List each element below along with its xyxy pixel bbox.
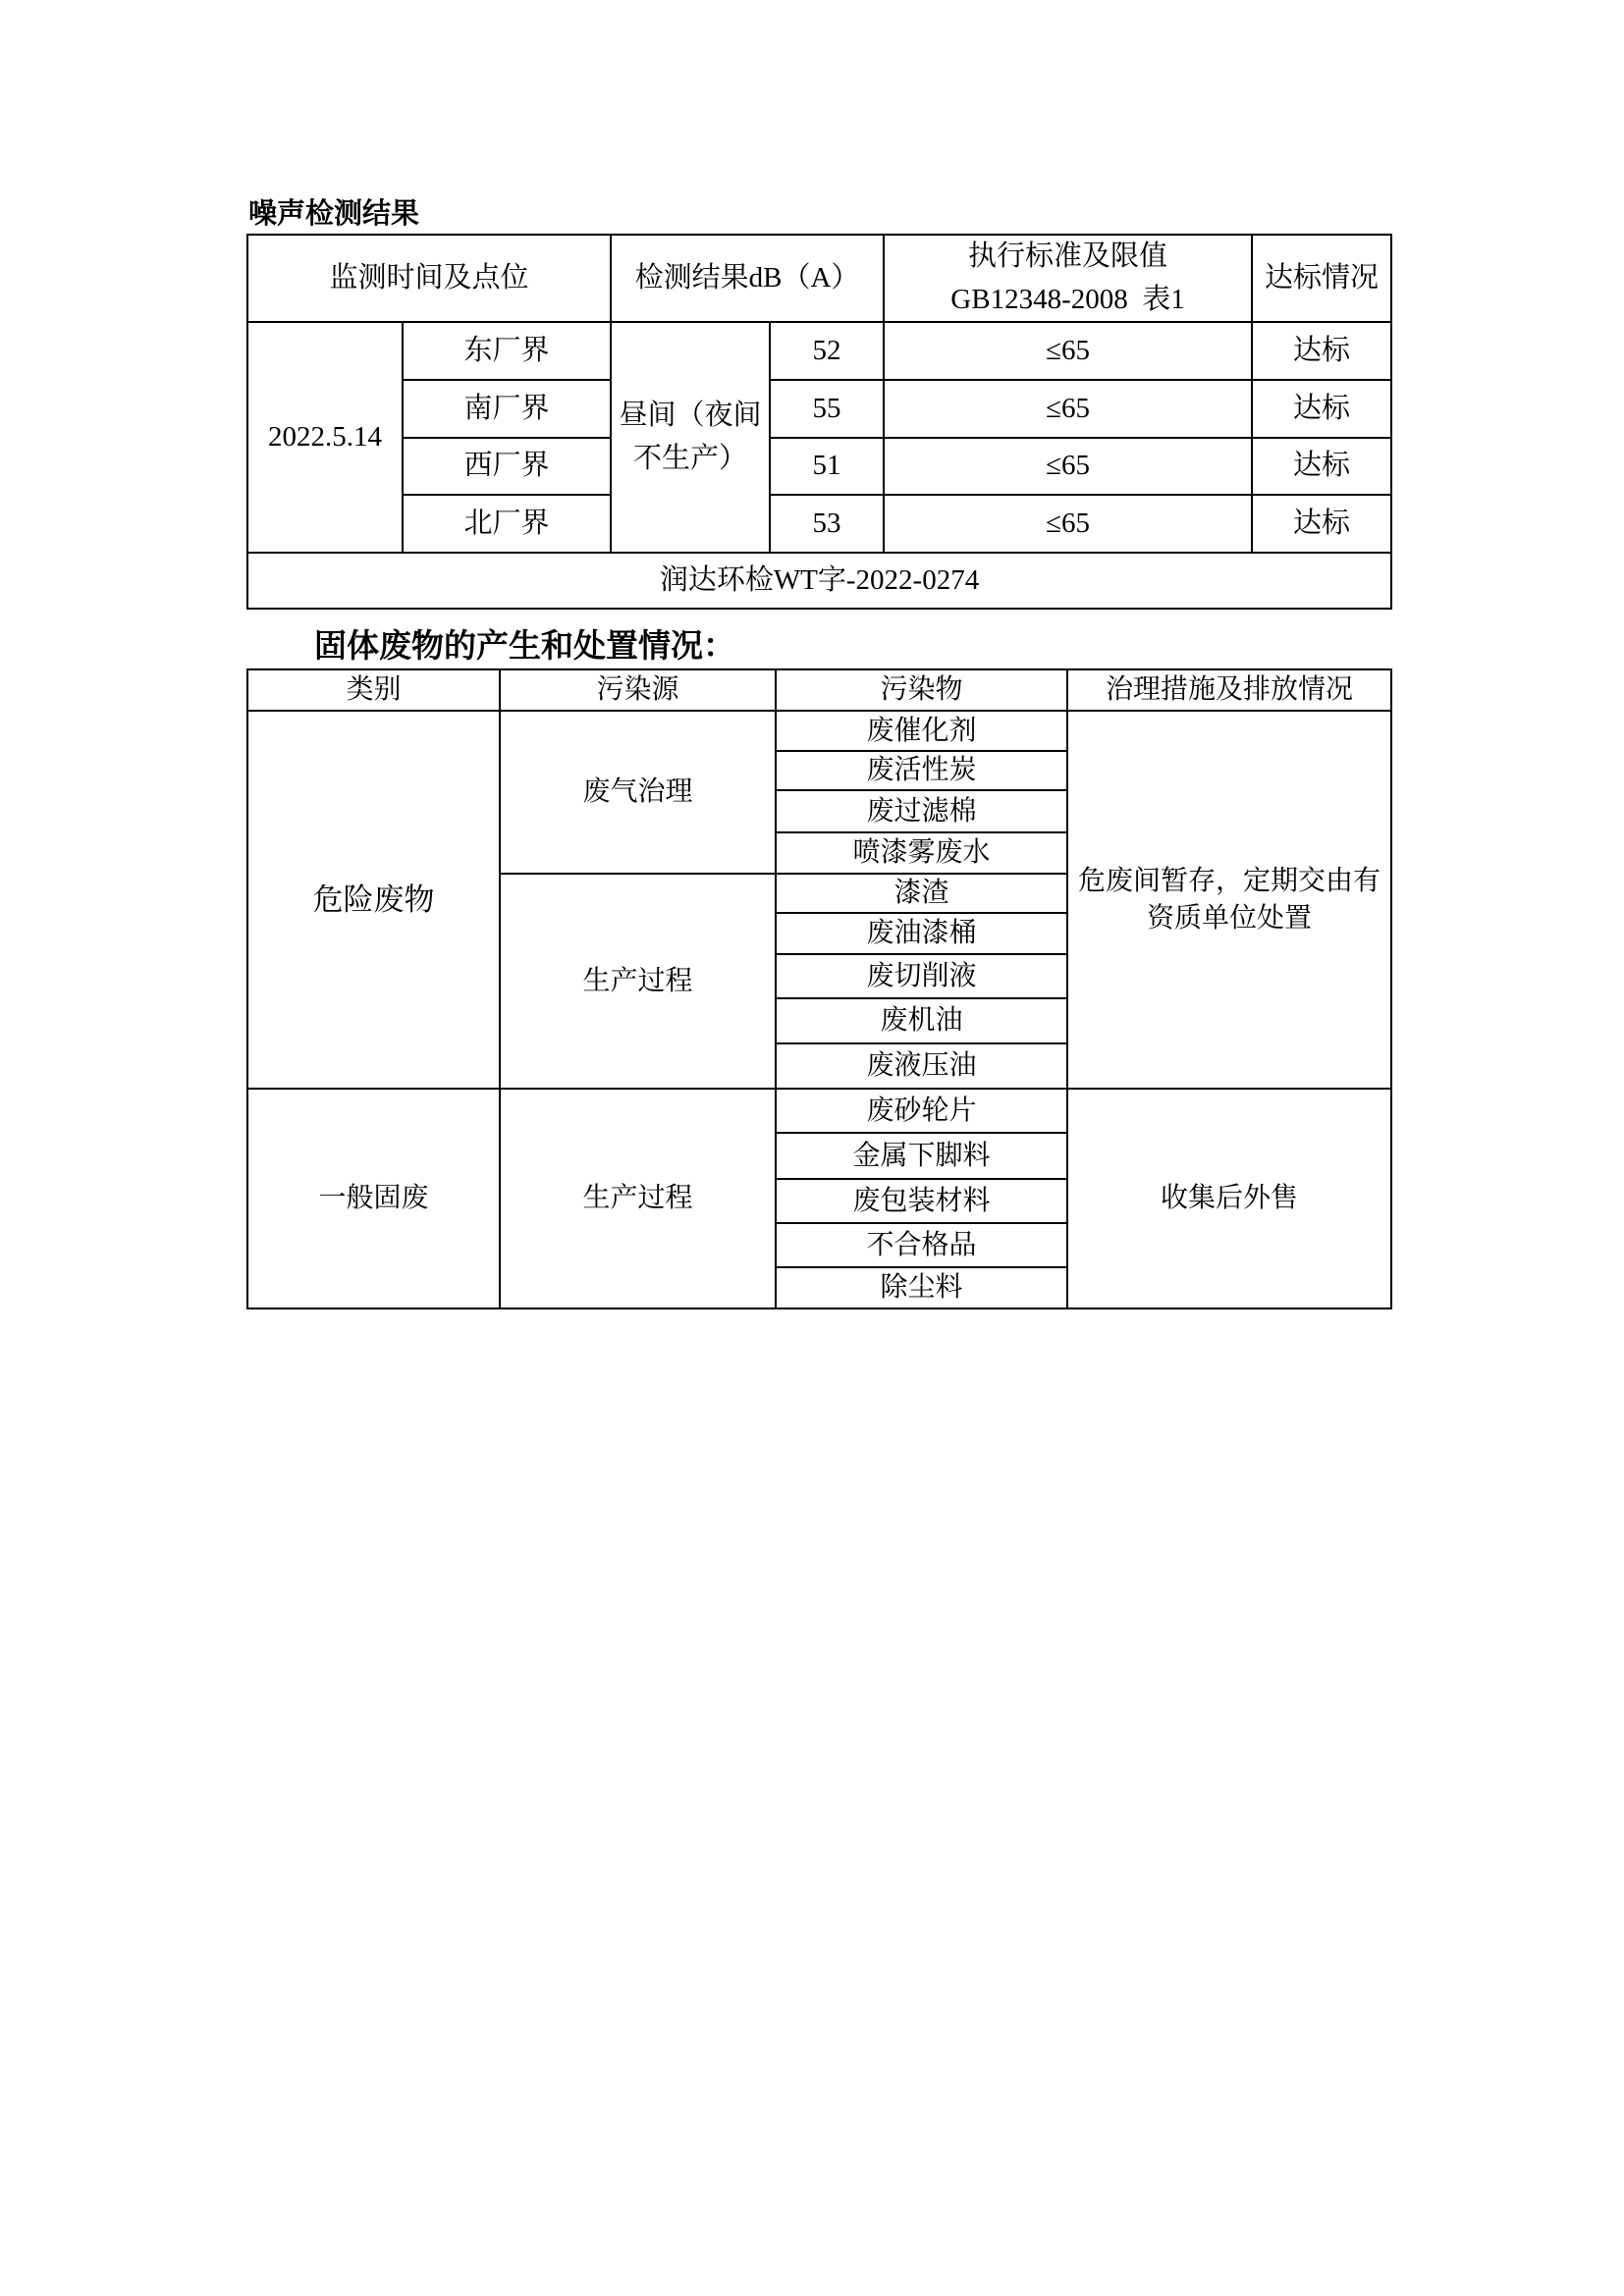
waste-header-row [247,669,1391,711]
pollutant: 喷漆雾废水 [776,832,1067,874]
limit-value: ≤65 [884,322,1252,380]
limit-value: ≤65 [884,380,1252,438]
pollutant: 废机油 [776,998,1067,1043]
pollutant: 除尘料 [776,1267,1067,1308]
report-number: 润达环检WT字-2022-0274 [247,553,1391,609]
noise-row [247,380,1391,438]
monitoring-date: 2022.5.14 [247,322,403,553]
measured-value: 52 [770,322,884,380]
header-source: 污染源 [500,669,776,711]
waste-category: 危险废物 [247,711,500,1089]
pollutant: 废催化剂 [776,711,1067,751]
pollutant: 废液压油 [776,1043,1067,1089]
pollution-source: 废气治理 [500,711,776,874]
header-standard-code: GB12348-2008 表1 [950,283,1185,315]
header-pollutant: 污染物 [776,669,1067,711]
limit-value: ≤65 [884,438,1252,495]
noise-row [247,438,1391,495]
header-standard-name: 执行标准及限值 [968,240,1168,272]
pollutant: 金属下脚料 [776,1133,1067,1179]
waste-section-title: 固体废物的产生和处置情况： [314,629,735,665]
monitoring-period: 昼间（夜间不生产） [611,322,770,553]
pollution-source: 生产过程 [500,874,776,1089]
pollutant: 废油漆桶 [776,913,1067,954]
measured-value: 55 [770,380,884,438]
header-treatment: 治理措施及排放情况 [1067,669,1391,711]
measured-value: 53 [770,495,884,553]
monitoring-point: 北厂界 [403,495,611,553]
compliance-status: 达标 [1252,322,1391,380]
limit-value: ≤65 [884,495,1252,553]
compliance-status: 达标 [1252,495,1391,553]
monitoring-point: 南厂界 [403,380,611,438]
header-standard [884,235,1252,322]
measured-value: 51 [770,438,884,495]
header-time-point: 监测时间及点位 [247,235,611,322]
pollutant: 废活性炭 [776,751,1067,790]
compliance-status: 达标 [1252,438,1391,495]
treatment-measure: 危废间暂存，定期交由有资质单位处置 [1067,711,1391,1089]
pollutant: 废包装材料 [776,1179,1067,1223]
noise-row [247,495,1391,553]
treatment-measure: 收集后外售 [1067,1089,1391,1308]
noise-row [247,322,1391,380]
waste-category: 一般固废 [247,1089,500,1308]
solid-waste-table [246,668,1392,1309]
noise-section-title: 噪声检测结果 [248,198,420,230]
noise-results-table [246,234,1392,610]
noise-header-row [247,235,1391,322]
header-compliance: 达标情况 [1252,235,1391,322]
pollutant: 废过滤棉 [776,790,1067,832]
pollutant: 不合格品 [776,1223,1067,1267]
monitoring-point: 东厂界 [403,322,611,380]
monitoring-point: 西厂界 [403,438,611,495]
header-category: 类别 [247,669,500,711]
pollutant: 漆渣 [776,874,1067,913]
pollutant: 废砂轮片 [776,1089,1067,1133]
pollution-source: 生产过程 [500,1089,776,1308]
compliance-status: 达标 [1252,380,1391,438]
waste-row [247,1089,1391,1133]
noise-footer-row [247,553,1391,609]
pollutant: 废切削液 [776,954,1067,998]
header-result: 检测结果dB（A） [611,235,884,322]
waste-row [247,711,1391,751]
